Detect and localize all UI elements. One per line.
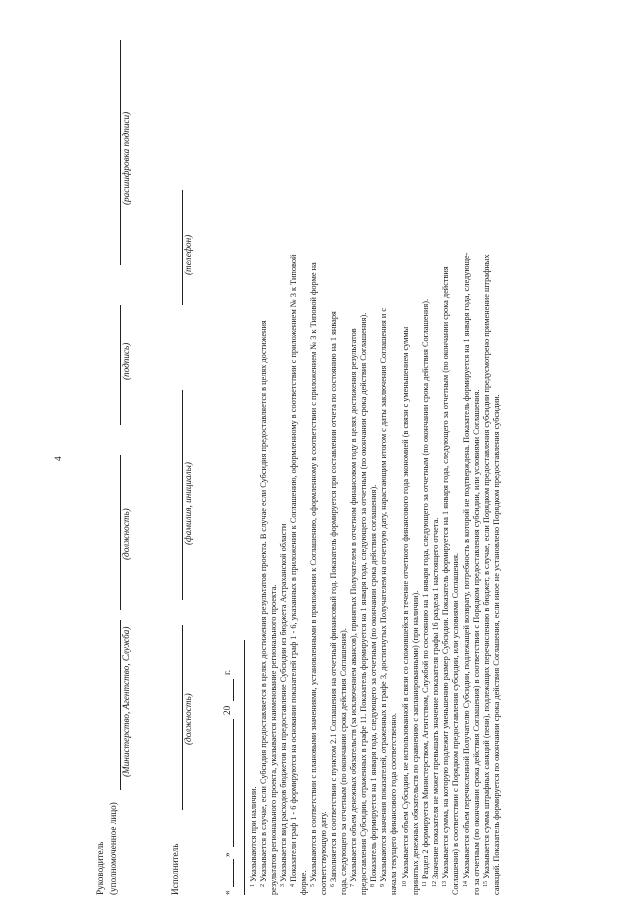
footnote-10-text: Указывается объем Субсидии, не использованной в связи со сложившейся в течение отчетного финансового года экономией (в связи с уменьшением суммы xyxy=(401,326,410,879)
footnote-15-cont: санкций. Показатель формируется по окончании срока действия Соглашения, если иное не установлено Порядком предоставления субсидии. xyxy=(492,394,501,895)
footnote-9-cont: начала текущего финансового года соответственно. xyxy=(389,713,398,895)
footnote-11-text: Раздел 2 формируется Министерством, Агентством, Службой по состоянию на 1 января года, следующего за отчетным (по окончании срока действия Соглашения). xyxy=(421,298,430,880)
date-year-prefix: 20 xyxy=(222,705,232,715)
footnote-2: $^2$ Указывается в случае, если Субсидия предоставляется в целях достижения результатов проекта. В случае если Субсидия предоставляется в целях достижения xyxy=(259,320,268,887)
phone-caption: (телефон) xyxy=(183,234,193,275)
position-caption: (должность) xyxy=(121,508,131,560)
page-number: 4 xyxy=(53,456,63,461)
footnote-5-cont: соответствующую дату. xyxy=(319,811,328,895)
footnote-9: $^9$ Указываются значения показателей, отраженных в графе 3, достигнутых Получателем на отчетную дату, нарастающим итогом с даты заключения Соглашения и с xyxy=(379,307,388,887)
footnote-10-cont: принятых денежных обязательств по сравнению с запланированными) (при наличии). xyxy=(411,590,420,895)
footnote-13: $^{13}$ Указывается сумма, на которую подлежит уменьшению размер Субсидии. Показатель формируется на 1 января года, следующего за отчетным (по окончании срока действия xyxy=(441,266,450,887)
date-month-line xyxy=(233,719,234,847)
footnote-3-text: Указывается вид расходов бюджетов на предоставление Субсидии из бюджета Астраханской области xyxy=(279,523,288,882)
footnote-8-text: Показатель формируется на 1 января года, следующего за отчетным (по окончании срока действия соглашения). xyxy=(369,484,378,882)
footnote-14-cont: го за отчетным (по окончании срока действия Соглашения) в соответствии с Порядком предоставления субсидии, или условиями Соглашения. xyxy=(472,389,481,895)
footnote-7-text: Указывается объем денежных обязательств (за исключением авансов), принятых Получателем в отчетном финансовом году в целях достижения результатов xyxy=(349,328,358,882)
footnote-5: $^5$ Указываются в соответствии с плановыми значениями, установленными в приложении к Соглашению, оформленному в соответствии с приложением № 3 к Типовой форме на xyxy=(309,262,318,887)
footnote-2-cont: результатов регионального проекта, указывается наименование регионального проекта. xyxy=(269,584,278,895)
footnote-1: $^1$ Указываются при наличии. xyxy=(249,786,258,887)
date-year-line xyxy=(233,679,234,701)
name-caption: (расшифровка подписи) xyxy=(121,111,131,205)
footnote-11: $^{11}$ Раздел 2 формируется Министерством, Агентством, Службой по состоянию на 1 января года, следующего за отчетным (по окончании срока действия Соглашения). xyxy=(421,298,430,887)
executor-label: Исполнитель xyxy=(170,843,180,895)
footnote-13-text: Указывается сумма, на которую подлежит уменьшению размер Субсидии. Показатель формируется на 1 января года, следующего за отчетным (по окончании срока действия xyxy=(441,266,450,879)
executor-position-caption: (должность) xyxy=(183,693,193,745)
date-close-quote: » xyxy=(222,852,232,857)
head-label-sub: (уполномоченное лицо) xyxy=(108,802,118,895)
footnote-15: $^{15}$ Указывается сумма штрафных санкций (пени), подлежащих перечислению в бюджет, в случае, если Порядком предоставления субсидии предусмотрено применение штрафных xyxy=(482,254,491,887)
signature-caption: (подпись) xyxy=(121,342,131,380)
footnote-13-cont: Соглашения) в соответствии с Порядком предоставления субсидии, или условиями Соглашения. xyxy=(451,553,460,895)
footnote-separator xyxy=(244,640,245,895)
ministry-caption: (Министерство, Агентство, Служба) xyxy=(121,626,131,777)
footnote-15-text: Указывается сумма штрафных санкций (пени), подлежащих перечислению в бюджет, в случае, если Порядком предоставления субсидии предусмотрено применение штрафных xyxy=(482,254,491,879)
fio-caption: (фамилия, инициалы) xyxy=(183,462,193,545)
footnote-9-text: Указываются значения показателей, отраженных в графе 3, достигнутых Получателем на отчетную дату, нарастающим итогом с даты заключения Соглашения и с xyxy=(379,307,388,882)
footnote-5-text: Указываются в соответствии с плановыми значениями, установленными в приложении к Соглашению, оформленному в соответствии с приложением № 3 к Типовой форме на xyxy=(309,262,318,882)
footnote-12: $^{12}$ Значение показателя не может превышать значение показателя графы 16 раздела 1 настоящего отчета. xyxy=(431,517,440,887)
footnote-4: $^4$ Показатели граф 1 - 6 формируются на основании показателей граф 1 - 6, указанных в приложении к Соглашению, оформленному в соответствии с приложением № 3 к Типовой xyxy=(289,254,298,887)
footnote-7-cont: предоставления Субсидии, отраженных в графе 11. Показатель формируется на 1 января года, следующего за отчетным (по окончании срока действия Соглашения). xyxy=(359,312,368,895)
footnote-2-text: Указывается в случае, если Субсидия предоставляется в целях достижения результатов проекта. В случае если Субсидия предоставляется в целях достижения xyxy=(259,320,268,882)
footnote-4-text: Показатели граф 1 - 6 формируются на основании показателей граф 1 - 6, указанных в приложении к Соглашению, оформленному в соответствии с приложением № 3 к Типовой xyxy=(289,254,298,882)
footnote-6-text: Заполняется в соответствии с пунктом 2.1 Соглашения на отчетный финансовый год. Показатель формируется при составлении отчета по состоянию на 1 января xyxy=(329,311,338,882)
date-open-quote: « xyxy=(222,890,232,895)
footnote-4-cont: форме. xyxy=(299,870,308,895)
date-day-line xyxy=(233,859,234,887)
head-label: Руководитель xyxy=(95,841,105,895)
footnote-12-text: Значение показателя не может превышать значение показателя графы 16 раздела 1 настоящего отчета. xyxy=(431,517,440,879)
footnote-10: $^{10}$ Указывается объем Субсидии, не использованной в связи со сложившейся в течение отчетного финансового года экономией (в связи с уменьшением суммы xyxy=(401,326,410,887)
footnote-6: $^6$ Заполняется в соответствии с пунктом 2.1 Соглашения на отчетный финансовый год. Показатель формируется при составлении отчета по состоянию на 1 января xyxy=(329,311,338,887)
date-year-suffix: г. xyxy=(222,669,232,675)
footnote-6-cont: года, следующего за отчетным (по окончании срока действия Соглашения). xyxy=(339,628,348,895)
footnote-7: $^7$ Указывается объем денежных обязательств (за исключением авансов), принятых Получателем в отчетном финансовом году в целях достижения результатов xyxy=(349,328,358,887)
footnote-3: $^3$ Указывается вид расходов бюджетов на предоставление Субсидии из бюджета Астраханской области xyxy=(279,523,288,887)
footnote-14: $^{14}$ Указывается объем перечисленной Получателю Субсидии, подлежащей возврату, потребность в которой не подтверждена. Показатель формируется на 1 января года, следующе- xyxy=(462,252,471,887)
footnote-1-text: Указываются при наличии. xyxy=(249,786,258,882)
footnote-14-text: Указывается объем перечисленной Получателю Субсидии, подлежащей возврату, потребность в которой не подтверждена. Показатель формируется на 1 января года, следующе- xyxy=(462,252,471,879)
footnote-8: $^8$ Показатель формируется на 1 января года, следующего за отчетным (по окончании срока действия соглашения). xyxy=(369,484,378,887)
